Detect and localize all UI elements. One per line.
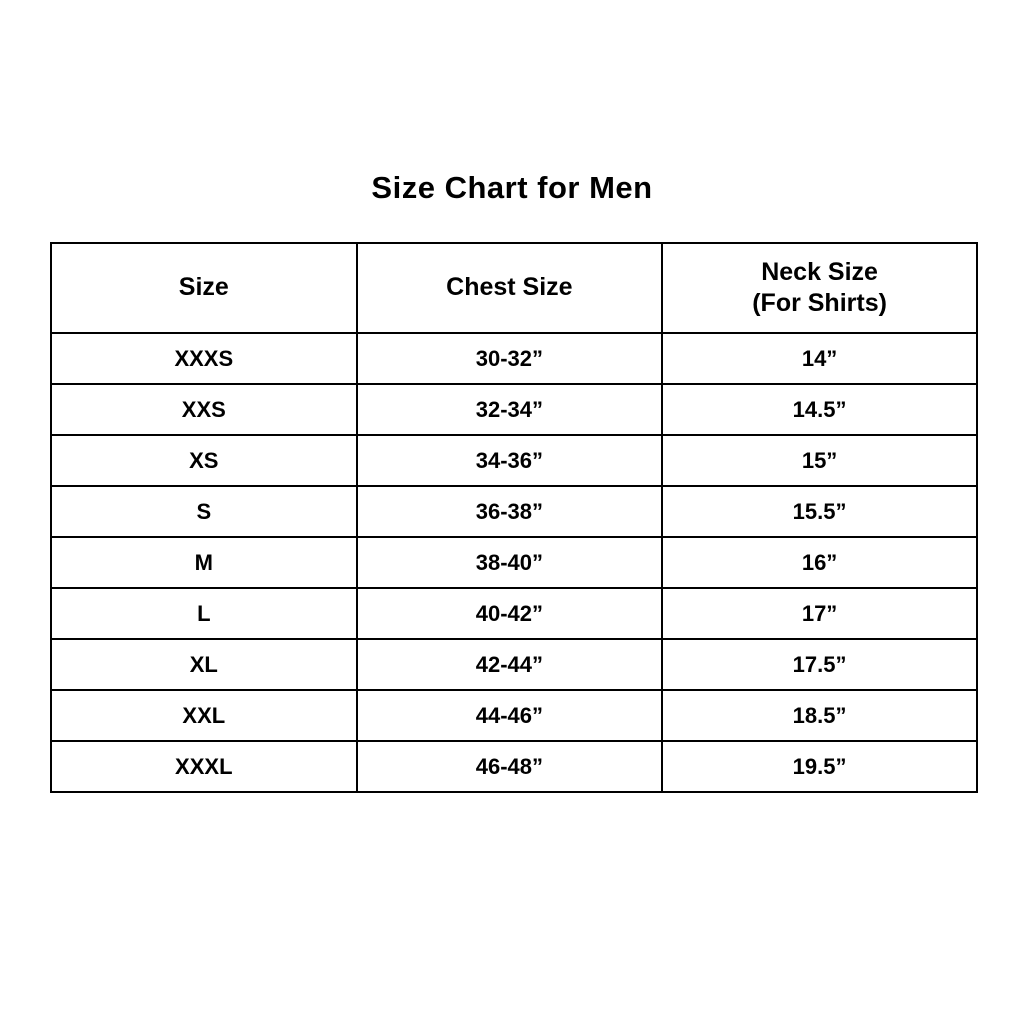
table-row [51, 333, 977, 384]
cell-size: M [51, 537, 357, 588]
cell-size: XXL [51, 690, 357, 741]
table-row [51, 384, 977, 435]
cell-size: XXXL [51, 741, 357, 792]
cell-neck: 14.5” [662, 384, 977, 435]
cell-chest: 44-46” [357, 690, 663, 741]
cell-chest: 34-36” [357, 435, 663, 486]
table-body [51, 333, 977, 792]
size-chart-table [50, 242, 978, 793]
table-header-row [51, 243, 977, 333]
cell-size: L [51, 588, 357, 639]
table-row [51, 588, 977, 639]
cell-chest: 30-32” [357, 333, 663, 384]
header-chest-size [357, 243, 663, 333]
table-row [51, 537, 977, 588]
cell-neck: 17” [662, 588, 977, 639]
cell-neck: 19.5” [662, 741, 977, 792]
cell-size: XS [51, 435, 357, 486]
cell-neck: 14” [662, 333, 977, 384]
header-size-label: Size [178, 273, 229, 302]
header-neck-label: Neck Size [761, 257, 878, 286]
cell-chest: 32-34” [357, 384, 663, 435]
header-size [51, 243, 357, 333]
cell-size: S [51, 486, 357, 537]
table-row [51, 435, 977, 486]
table-row [51, 486, 977, 537]
table-row [51, 741, 977, 792]
header-neck-size [662, 243, 977, 333]
cell-neck: 15” [662, 435, 977, 486]
page-title: Size Chart for Men [371, 170, 653, 205]
cell-size: XL [51, 639, 357, 690]
table-row [51, 690, 977, 741]
cell-neck: 15.5” [662, 486, 977, 537]
cell-chest: 42-44” [357, 639, 663, 690]
cell-neck: 17.5” [662, 639, 977, 690]
cell-size: XXXS [51, 333, 357, 384]
cell-neck: 18.5” [662, 690, 977, 741]
table-row [51, 639, 977, 690]
cell-size: XXS [51, 384, 357, 435]
cell-chest: 38-40” [357, 537, 663, 588]
cell-chest: 36-38” [357, 486, 663, 537]
cell-chest: 40-42” [357, 588, 663, 639]
cell-chest: 46-48” [357, 741, 663, 792]
header-neck-sublabel: (For Shirts) [752, 289, 887, 317]
header-chest-label: Chest Size [446, 273, 573, 302]
cell-neck: 16” [662, 537, 977, 588]
